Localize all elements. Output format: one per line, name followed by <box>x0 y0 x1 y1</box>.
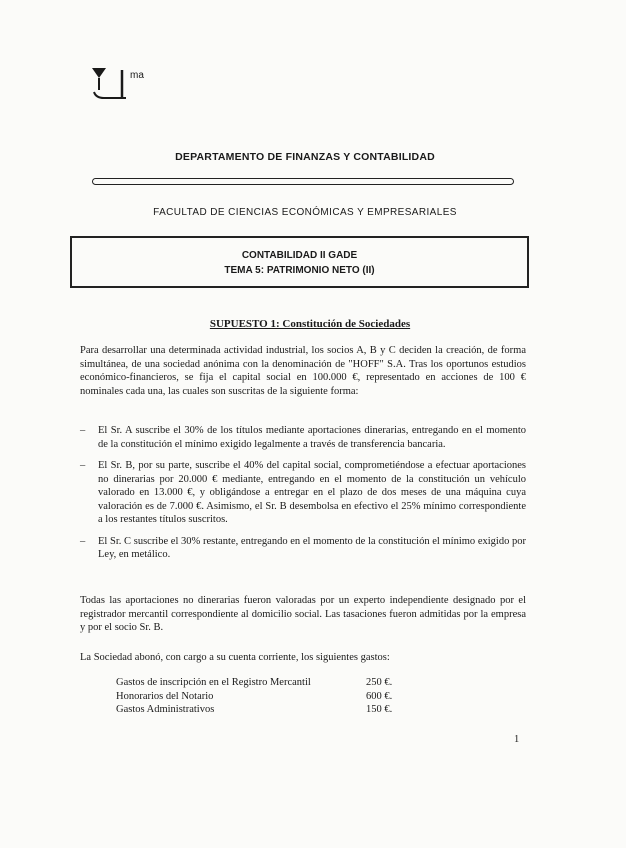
expense-label: Honorarios del Notario <box>116 690 214 702</box>
page-number: 1 <box>514 734 520 745</box>
list-item: – El Sr. B, por su parte, suscribe el 40% del capital social, comprometiéndose a efectuar aportaciones no dinerarias por 20.000 € mediante, entregando en el momento de la constitución un vehículo valorado en 13.000 €, y obligándose a entregar en el plazo de dos meses de una máquina cuya valoración es de 7.000 €. Asimismo, el Sr. B desembolsa en efectivo el 25% mínimo correspondiente a los restantes títulos suscritos. <box>80 460 526 525</box>
department-title: DEPARTAMENTO DE FINANZAS Y CONTABILIDAD <box>175 151 435 163</box>
faculty-title: FACULTAD DE CIENCIAS ECONÓMICAS Y EMPRESARIALES <box>153 207 457 218</box>
logo-superscript: ma <box>130 70 144 81</box>
course-title-box <box>70 236 529 288</box>
appraisal-paragraph: Todas las aportaciones no dinerarias fueron valoradas por un experto independiente designado por el registrador mercantil correspondiente al domicilio social. Las tasaciones fueron admitidas por la empresa y por el socio Sr. B. <box>80 595 526 633</box>
expenses-list <box>116 676 406 717</box>
expense-amount: 600 €. <box>366 690 393 702</box>
bullet-text: El Sr. B, por su parte, suscribe el 40% del capital social, comprometiéndose a efectuar aportaciones no dinerarias por 20.000 € mediante, entregando en el momento de la constitución un vehículo valorado en 13.000 €, y obligándose a entregar en el plazo de dos meses de una máquina cuya valoración es de 7.000 €. Asimismo, el Sr. B desembolsa en efectivo el 25% mínimo correspondiente a los restantes títulos suscritos. <box>98 460 526 525</box>
expense-row <box>116 690 406 704</box>
list-item: – El Sr. C suscribe el 30% restante, entregando en el momento de la constitución el mínimo exigido por Ley, en metálico. <box>80 535 526 560</box>
expense-row <box>116 676 406 690</box>
expense-label: Gastos Administrativos <box>116 704 215 715</box>
case-title: SUPUESTO 1: Constitución de Sociedades <box>209 318 411 330</box>
bullet-text: El Sr. A suscribe el 30% de los títulos mediante aportaciones dinerarias, entregando en el momento de la constitución el mínimo exigido legalmente a través de transferencia bancaria. <box>98 425 526 450</box>
bullet-text: El Sr. C suscribe el 30% restante, entregando en el momento de la constitución el mínimo exigido por Ley, en metálico. <box>98 535 526 560</box>
course-name: CONTABILIDAD II GADE <box>241 250 358 261</box>
list-item: – El Sr. A suscribe el 30% de los títulos mediante aportaciones dinerarias, entregando en el momento de la constitución el mínimo exigido legalmente a través de transferencia bancaria. <box>80 425 526 450</box>
expenses-intro: La Sociedad abonó, con cargo a su cuenta corriente, los siguientes gastos: <box>80 652 390 663</box>
expense-amount: 250 €. <box>366 677 393 688</box>
expense-amount: 150 €. <box>366 704 393 715</box>
expense-label: Gastos de inscripción en el Registro Mercantil <box>116 677 311 688</box>
header-rule <box>92 178 514 185</box>
intro-paragraph: Para desarrollar una determinada actividad industrial, los socios A, B y C deciden la creación, de forma simultánea, de una sociedad anónima con la denominación de "HOFF" S.A. Tras los oportunos estudios económico-financieros, se fija el capital social en 100.000 €, representado en acciones de 100 € nominales cada una, las cuales son suscritas de la siguiente forma: <box>80 345 526 397</box>
topic-name: TEMA 5: PATRIMONIO NETO (II) <box>224 265 375 276</box>
partner-list <box>80 424 526 570</box>
expense-row <box>116 703 406 717</box>
